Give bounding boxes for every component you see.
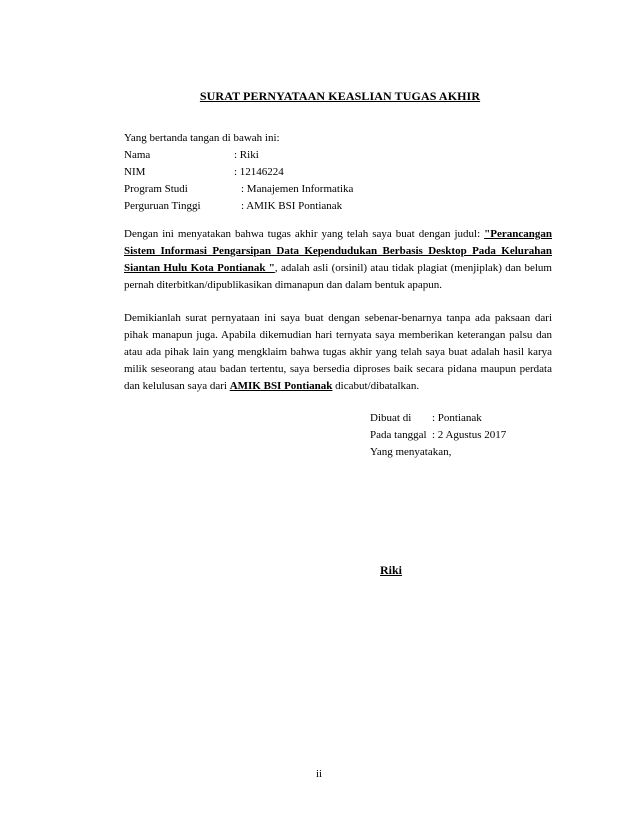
statement-lead: Dengan ini menyatakan bahwa tugas akhir yang telah saya buat dengan judul: <box>124 228 485 240</box>
identity-row-program <box>124 181 556 198</box>
identity-value: : Manajemen Informatika <box>241 183 354 195</box>
statement-tail: , adalah asli (orsinil) atau tidak plagiat (menjiplak) dan belum pernah diterbitkan/dipublikasikan dimanapun dan dalam bentuk apapun. <box>124 262 552 291</box>
identity-row-nim <box>124 164 556 181</box>
declaration-tail: dicabut/dibatalkan. <box>332 380 420 392</box>
declaration-lead: Demikianlah surat pernyataan ini saya buat dengan sebenar-benarnya tanpa ada paksaan dari pihak manapun juga. Apabila dikemudian hari ternyata saya memberikan keterangan palsu dan atau ada pihak lain yang mengklaim bahwa tugas akhir yang telah saya buat adalah hasil karya milik seseorang atau badan tertentu, saya bersedia diproses baik secara pidana maupun perdata dan kelulusan saya dari <box>124 312 552 392</box>
signature-date <box>370 427 570 444</box>
identity-block <box>124 130 556 215</box>
identity-row-institution <box>124 198 556 215</box>
place-label: Dibuat di <box>370 412 412 424</box>
date-value: : 2 Agustus 2017 <box>432 429 507 441</box>
place-value: : Pontianak <box>432 412 482 424</box>
document-title: SURAT PERNYATAAN KEASLIAN TUGAS AKHIR <box>199 89 481 103</box>
identity-value: : Riki <box>234 149 259 161</box>
declaration-paragraph <box>124 310 552 395</box>
date-label: Pada tanggal <box>370 429 427 441</box>
identity-row-name <box>124 147 556 164</box>
intro-line: Yang bertanda tangan di bawah ini: <box>124 132 280 144</box>
institution-name: AMIK BSI Pontianak <box>229 380 333 392</box>
signature-closing: Yang menyatakan, <box>370 446 452 458</box>
signature-block <box>370 410 570 461</box>
identity-label: Nama <box>124 149 151 161</box>
identity-label: NIM <box>124 166 146 178</box>
page-number: ii <box>315 768 323 780</box>
thesis-title: "Perancangan Sistem Informasi Pengarsipan Data Kependudukan Berbasis Desktop Pada Kelurahan Siantan Hulu Kota Pontianak " <box>124 228 552 274</box>
identity-label: Program Studi <box>124 183 188 195</box>
statement-paragraph <box>124 226 552 294</box>
identity-label: Perguruan Tinggi <box>124 200 201 212</box>
signatory-name: Riki <box>380 563 403 577</box>
identity-value: : AMIK BSI Pontianak <box>241 200 343 212</box>
signature-place <box>370 410 570 427</box>
identity-value: : 12146224 <box>234 166 284 178</box>
